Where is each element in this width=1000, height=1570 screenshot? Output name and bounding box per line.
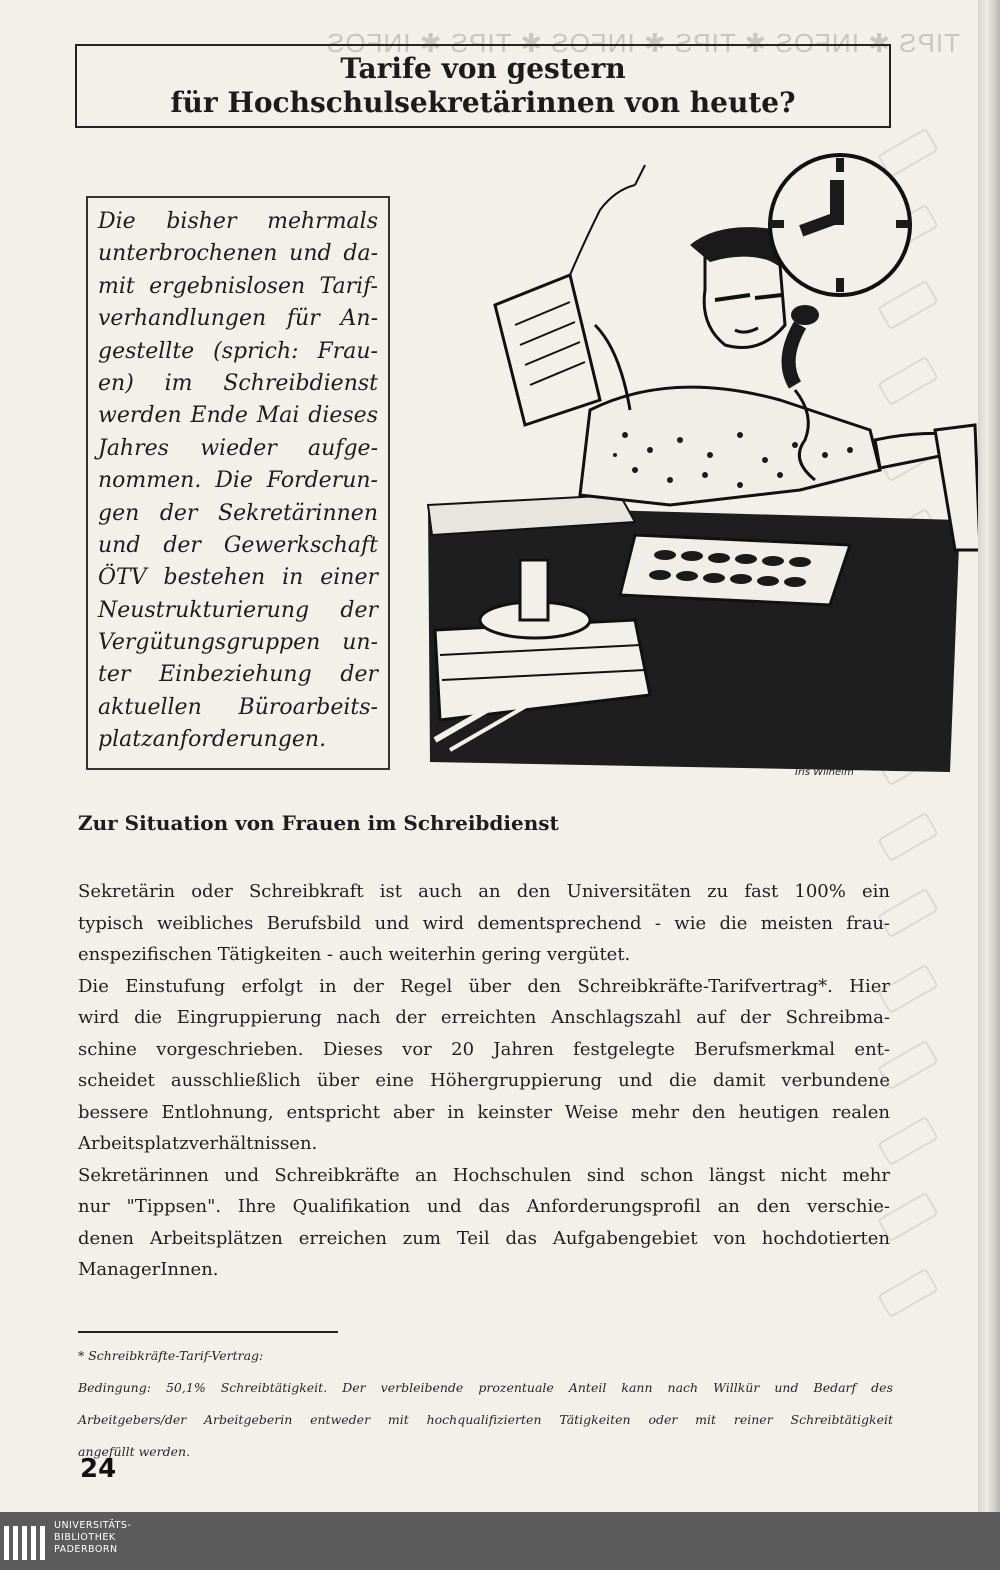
body-line: ManagerInnen.: [78, 1259, 219, 1280]
library-footer: [0, 1512, 1000, 1570]
intro-line: ÖTV bestehen in einer: [98, 565, 378, 591]
body-line: typisch weibliches Berufsbild und wird dementsprechend - wie die meisten frau-: [78, 912, 890, 934]
intro-line: werden Ende Mai dieses: [98, 403, 378, 429]
intro-line: unterbrochenen und da-: [98, 241, 378, 267]
article-title-line-2: für Hochschulsekretärinnen von heute?: [170, 86, 796, 119]
body-line: Arbeitsplatzverhältnissen.: [78, 1133, 318, 1154]
intro-line: Die bisher mehrmals: [98, 209, 378, 234]
page-number: 24: [80, 1454, 117, 1484]
intro-line: Neustrukturierung der: [98, 597, 378, 623]
intro-line: platzanforderungen.: [98, 727, 327, 753]
footnote-line: angefüllt werden.: [78, 1444, 191, 1459]
intro-line: Vergütungsgruppen un-: [98, 630, 378, 656]
body-line: wird die Eingruppierung nach der erreichten Anschlagszahl auf der Schreibma-: [78, 1007, 890, 1028]
intro-line: Jahres wieder aufge-: [98, 435, 378, 461]
intro-line: mit ergebnislosen Tarif-: [98, 273, 378, 299]
body-line: bessere Entlohnung, entspricht aber in keinster Weise mehr den heutigen realen: [78, 1101, 890, 1123]
library-name: [54, 1520, 131, 1556]
article-body: [78, 876, 890, 1286]
intro-line: und der Gewerkschaft: [98, 532, 378, 558]
library-name-line: PADERBORN: [54, 1544, 118, 1555]
body-line: schine vorgeschrieben. Dieses vor 20 Jahren festgelegte Berufsmerkmal ent-: [78, 1038, 890, 1060]
body-line: denen Arbeitsplätzen erreichen zum Teil das Aufgabengebiet von hochdotierten: [78, 1227, 890, 1249]
library-logo-icon: [2, 1520, 48, 1566]
intro-line: ter Einbeziehung der: [98, 662, 378, 688]
body-line: enspezifischen Tätigkeiten - auch weiterhin gering vergütet.: [78, 944, 631, 965]
library-name-line: UNIVERSITÄTS-: [54, 1520, 132, 1531]
page-edge: [978, 0, 1000, 1512]
article-title-box: [75, 44, 891, 128]
pencil-icon: [877, 812, 938, 863]
body-line: nur "Tippsen". Ihre Qualifikation und das Anforderungsprofil an den verschie-: [78, 1196, 890, 1217]
intro-line: gestellte (sprich: Frau-: [98, 338, 378, 364]
illustration-signature: Iris Wilhelm: [795, 767, 854, 778]
intro-line: nommen. Die Forderun-: [98, 468, 378, 494]
intro-line: gen der Sekretärinnen: [98, 500, 378, 526]
article-title-line-1: Tarife von gestern: [340, 52, 626, 85]
footnote-line: * Schreibkräfte-Tarif-Vertrag:: [78, 1348, 264, 1363]
body-line: Sekretärinnen und Schreibkräfte an Hochschulen sind schon längst nicht mehr: [78, 1164, 890, 1186]
footnote: [78, 1340, 893, 1468]
footnote-line: Bedingung: 50,1% Schreibtätigkeit. Der verbleibende prozentuale Anteil kann nach Willkür und Bedarf des: [78, 1380, 893, 1395]
intro-line: aktuellen Büroarbeits-: [98, 694, 378, 720]
intro-line: verhandlungen für An-: [98, 306, 378, 332]
body-line: scheidet ausschließlich über eine Höhergruppierung und die damit verbundene: [78, 1070, 890, 1091]
footnote-divider: [78, 1331, 338, 1333]
section-heading: Zur Situation von Frauen im Schreibdienst: [78, 811, 559, 835]
library-name-line: BIBLIOTHEK: [54, 1532, 116, 1543]
body-line: Die Einstufung erfolgt in der Regel über den Schreibkräfte-Tarifvertrag*. Hier: [78, 975, 890, 997]
body-line: Sekretärin oder Schreibkraft ist auch an den Universitäten zu fast 100% ein: [78, 881, 890, 902]
bleed-through-header: TIPS ✱ INFOS ✱ TIPS ✱ INFOS ✱ TIPS ✱ INFOS: [326, 28, 960, 58]
footnote-line: Arbeitgebers/der Arbeitgeberin entweder mit hochqualifizierten Tätigkeiten oder mit reiner Schreibtätigkeit: [78, 1412, 893, 1427]
secretary-illustration: [420, 150, 978, 790]
intro-text-box: [86, 196, 390, 770]
intro-line: en) im Schreibdienst: [98, 370, 378, 396]
